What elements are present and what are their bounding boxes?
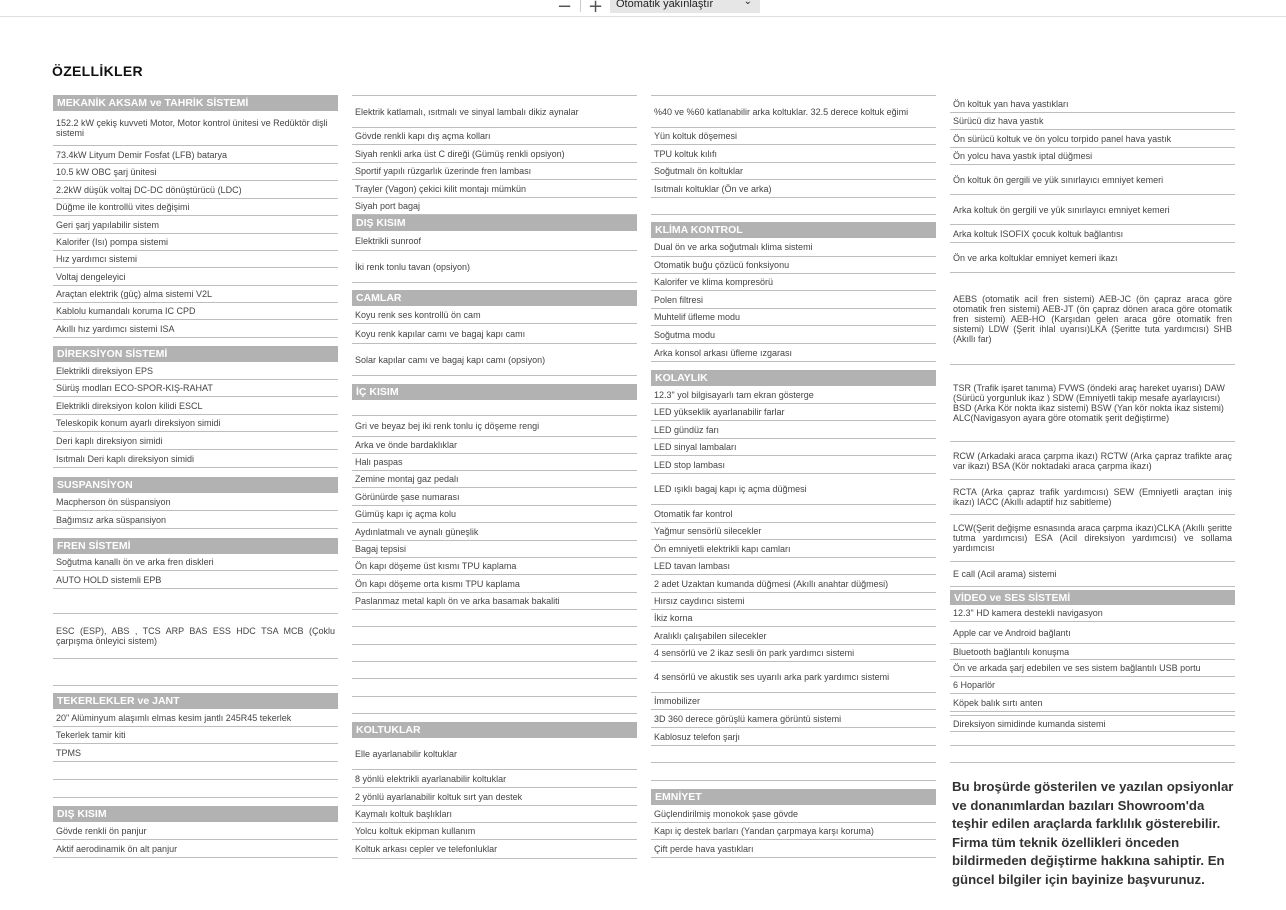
spec-row (53, 744, 338, 762)
spec-text: Geri şarj yapılabilir sistem (56, 219, 160, 230)
spec-row (352, 823, 637, 840)
spec-row (651, 610, 936, 627)
spec-text: RCTA (Arka çapraz trafik yardımcısı) SEW (Emniyetli araçtan iniş ikazı) IACC (Akıllı adaptif hız sabitleme) (953, 487, 1232, 507)
section-header (352, 215, 637, 231)
spec-row (53, 727, 338, 744)
spec-row (651, 505, 936, 523)
spec-row (651, 645, 936, 662)
spec-row (53, 493, 338, 511)
spec-text: 152.2 kW çekiş kuvveti Motor, Motor kontrol ünitesi ve Redüktör dişli sistemi (56, 118, 328, 138)
spec-text: LED gündüz farı (654, 424, 720, 435)
zoom-select-value: Otomatik yakınlaştır (616, 0, 714, 10)
spec-row (651, 238, 936, 257)
spec-text: Ön ve arka koltuklar emniyet kemeri ikazı (953, 252, 1118, 263)
spec-row (950, 694, 1235, 712)
spec-text: Hız yardımcı sistemi (56, 254, 138, 264)
spec-text: Siyah port bagaj (355, 201, 421, 211)
spec-text: Gümüş kapı iç açma kolu (355, 509, 457, 519)
spec-text: Otomatik far kontrol (654, 508, 733, 519)
spec-text: LED yükseklik ayarlanabilir farlar (654, 407, 785, 417)
spec-text: TPU koltuk kılıfı (654, 148, 718, 159)
section-header (53, 346, 338, 362)
spec-row (352, 344, 637, 376)
spec-text: Aydınlatmalı ve aynalı güneşlik (355, 526, 479, 537)
spec-row (651, 728, 936, 746)
spec-text: Kaymalı koltuk başlıkları (355, 809, 453, 819)
section-header (53, 477, 338, 493)
section-title: FREN SİSTEMİ (57, 540, 131, 552)
spec-row (53, 286, 338, 303)
spec-text: 73.4kW Lityum Demir Fosfat (LFB) batarya (56, 149, 228, 160)
spec-text: LCW(Şerit değişme esnasında araca çarpma ikazı)CLKA (Akıllı şeritte tutma yardımcısı) ESA (Acil direksiyon yardımcısı) ve sollama yardımcısı (953, 523, 1232, 553)
spec-row (53, 397, 338, 415)
spec-row (53, 111, 338, 146)
section-header (352, 290, 637, 306)
spec-row (950, 660, 1235, 677)
section-header (53, 693, 338, 709)
spec-row (651, 474, 936, 505)
spec-row (53, 303, 338, 320)
spec-row (651, 257, 936, 274)
spec-text: Sportif yapılı rüzgarlık üzerinde fren lambası (355, 166, 532, 176)
spec-row (352, 128, 637, 145)
spec-text: LED ışıklı bagaj kapı iç açma düğmesi (654, 484, 807, 494)
spec-text: Koyu renk ses kontrollü ön cam (355, 309, 481, 320)
spec-row (651, 575, 936, 593)
spec-text: Arka koltuk ön gergili ve yük sınırlayıcı emniyet kemeri (953, 204, 1170, 215)
spec-row (950, 605, 1235, 622)
spec-row (950, 480, 1235, 515)
spec-text: Bağımsız arka süspansiyon (56, 514, 167, 525)
spec-text: Aralıklı çalışabilen silecekler (654, 630, 767, 641)
spec-text: Araçtan elektrik (güç) alma sistemi V2L (56, 289, 213, 299)
spec-text: Kalorifer ve klima kompresörü (654, 277, 774, 287)
spec-text: Direksiyon simidinde kumanda sistemi (953, 718, 1106, 729)
spec-row (352, 437, 637, 454)
spec-row (950, 273, 1235, 365)
spec-row (53, 251, 338, 268)
spec-text: Sürüş modları ECO-SPOR-KIŞ-RAHAT (56, 383, 213, 393)
spec-text: Akıllı hız yardımcı sistemi ISA (56, 323, 175, 334)
spec-text: Tekerlek tamir kiti (56, 730, 126, 740)
spec-text: Soğutmalı ön koltuklar (654, 166, 744, 176)
spec-text: Kablosuz telefon şarjı (654, 731, 741, 742)
spec-text: LED stop lambası (654, 459, 726, 470)
spec-row (53, 380, 338, 397)
spec-row (352, 697, 637, 714)
spec-text: Isıtmalı koltuklar (Ön ve arka) (654, 183, 772, 194)
section-title: DIŞ KISIM (57, 808, 107, 820)
spec-row (651, 326, 936, 344)
spec-row (352, 324, 637, 344)
section-title: DİREKSİYON SİSTEMİ (57, 348, 168, 360)
spec-text: Köpek balık sırtı anten (953, 697, 1043, 708)
spec-text: Gri ve beyaz bej iki renk tonlu iç döşeme rengi (355, 421, 540, 431)
spec-text: TPMS (56, 747, 82, 758)
spec-text: Ön koltuk yan hava yastıkları (953, 98, 1069, 109)
spec-row (950, 195, 1235, 225)
spec-row (352, 806, 637, 823)
spec-text: Isıtmalı Deri kaplı direksiyon simidi (56, 453, 195, 464)
spec-text: 3D 360 derece görüşlü kamera görüntü sistemi (654, 713, 842, 724)
spec-row (352, 541, 637, 558)
spec-row (352, 163, 637, 180)
spec-text: RCW (Arkadaki araca çarpma ikazı) RCTW (Arka çapraz trafikte araç var ikazı) BSA (Kör noktadaki araca çarpma ikazı) (953, 450, 1232, 471)
spec-text: Yün koltuk döşemesi (654, 131, 738, 141)
spec-row (950, 442, 1235, 480)
spec-text: 12.3" HD kamera destekli navigasyon (953, 608, 1103, 618)
section-title: TEKERLEKLER ve JANT (57, 695, 180, 707)
spec-row (352, 251, 637, 283)
spec-row (651, 662, 936, 693)
spec-row (651, 710, 936, 728)
spec-row (352, 506, 637, 523)
section-title: MEKANİK AKSAM ve TAHRİK SİSTEMİ (57, 97, 249, 109)
disclaimer-note: Bu broşürde gösterilen ve yazılan opsiyonlar ve donanımlardan bazıları Showroom'da teşhir edilen araçlarda farklılık gösterebilir. Firma tüm teknik özellikleri önceden bildirmeden değiştirme hakkına sahiptir. En güncel bilgiler için bayinize başvurunuz. (952, 779, 1234, 887)
spec-row (950, 113, 1235, 130)
spec-row (950, 716, 1235, 732)
spec-text: Ön yolcu hava yastık iptal düğmesi (953, 151, 1093, 161)
spec-row (651, 693, 936, 710)
spec-row (950, 562, 1235, 587)
section-title: KOLTUKLAR (356, 724, 421, 736)
spec-row (352, 416, 637, 437)
spec-row (352, 679, 637, 697)
spec-row (53, 709, 338, 727)
spec-row (53, 614, 338, 659)
spec-row (950, 148, 1235, 165)
spec-row (950, 622, 1235, 644)
spec-row (651, 198, 936, 215)
spec-row (53, 659, 338, 686)
zoom-select[interactable] (610, 0, 760, 13)
spec-row (352, 471, 637, 488)
spec-text: Güçlendirilmiş monokok şase gövde (654, 808, 799, 819)
spec-row (352, 593, 637, 610)
spec-text: Siyah renkli arka üst C direği (Gümüş renkli opsiyon) (355, 148, 565, 159)
toolbar-divider (580, 0, 581, 12)
spec-row (651, 128, 936, 145)
spec-text: Dual ön ve arka soğutmalı klima sistemi (654, 242, 813, 252)
spec-row (352, 198, 637, 215)
section-header (651, 222, 936, 238)
section-header (651, 789, 936, 805)
spec-text: 20" Alüminyum alaşımlı elmas kesim jantlı 245R45 tekerlek (56, 712, 292, 723)
spec-text: Trayler (Vagon) çekici kilit montajı mümkün (355, 183, 527, 194)
spec-text: Ön kapı döşeme orta kısmı TPU kaplama (355, 578, 520, 589)
spec-text: Kapı iç destek barları (Yandan çarpmaya karşı koruma) (654, 826, 874, 836)
viewer-toolbar (0, 0, 1286, 17)
spec-text: Gövde renkli kapı dış açma kolları (355, 131, 491, 141)
spec-text: 12.3" yol bilgisayarlı tam ekran gösterge (654, 389, 814, 400)
spec-row (651, 88, 936, 96)
section-header (53, 538, 338, 554)
section-title: KLİMA KONTROL (655, 224, 743, 236)
section-title: KOLAYLIK (655, 372, 708, 384)
spec-text: Hırsız caydırıcı sistemi (654, 596, 745, 606)
spec-row (651, 746, 936, 763)
spec-text: Arka konsol arkası üfleme ızgarası (654, 347, 793, 358)
spec-text: AUTO HOLD sistemli EPB (56, 574, 162, 585)
spec-row (651, 180, 936, 198)
section-title: SUSPANSİYON (57, 479, 133, 491)
spec-text: Elektrikli sunroof (355, 235, 422, 246)
spec-text: Voltaj dengeleyici (56, 271, 126, 282)
spec-row (651, 421, 936, 439)
spec-text: 4 sensörlü ve akustik ses uyarılı arka park yardımcı sistemi (654, 672, 890, 682)
spec-row (950, 746, 1235, 763)
spec-row (352, 645, 637, 662)
spec-text: 2 adet Uzaktan kumanda düğmesi (Akıllı anahtar düğmesi) (654, 578, 889, 589)
spec-text: 4 sensörlü ve 2 ikaz sesli ön park yardımcı sistemi (654, 648, 855, 658)
spec-text: Halı paspas (355, 457, 403, 467)
spec-text: AEBS (otomatik acil fren sistemi) AEB-JC (ön çapraz araca göre otomatik fren sistemi) AEB-JT (ön çapraz dönen araca göre otomatik fren sistemi) AEB-HO (Karşıdan gelen araca göre otomatik fren sistemi) LDW (Şerit ihlal uyarısı)LKA (Şeritte tuta yardımcısı) SHB (Akıllı far) (953, 293, 1232, 344)
spec-row (53, 362, 338, 380)
spec-row (950, 644, 1235, 660)
spec-row (352, 231, 637, 251)
spec-row (950, 225, 1235, 243)
spec-text: İkiz korna (654, 613, 693, 623)
spec-text: Deri kaplı direksiyon simidi (56, 435, 163, 446)
spec-text: Otomatik buğu çözücü fonksiyonu (654, 260, 790, 270)
spec-row (950, 243, 1235, 273)
spec-row (651, 823, 936, 840)
spec-row (53, 450, 338, 468)
spec-row (651, 523, 936, 540)
spec-row (651, 627, 936, 645)
spec-text: Gövde renkli ön panjur (56, 825, 147, 836)
section-header (53, 806, 338, 822)
spec-row (651, 558, 936, 575)
spec-row (352, 575, 637, 593)
spec-text: LED sinyal lambaları (654, 442, 737, 452)
spec-text: Bagaj tepsisi (355, 544, 407, 554)
spec-text: Bluetooth bağlantılı konuşma (953, 646, 1070, 657)
spec-text: Soğutma modu (654, 329, 716, 340)
spec-text: Elektrik katlamalı, ısıtmalı ve sinyal lambalı dikiz aynalar (355, 106, 579, 117)
spec-text: Arka koltuk ISOFIX çocuk koltuk bağlantısı (953, 228, 1124, 239)
spec-text: 2.2kW düşük voltaj DC-DC dönüştürücü (LDC) (56, 184, 242, 195)
spec-text: Macpherson ön süspansiyon (56, 496, 171, 507)
section-title: DIŞ KISIM (356, 217, 406, 229)
spec-row (950, 732, 1235, 746)
spec-text: Ön ve arkada şarj edebilen ve ses sistem bağlantılı USB portu (953, 663, 1201, 673)
spec-row (53, 320, 338, 338)
spec-row (53, 762, 338, 780)
spec-text: Ön emniyetli elektrikli kapı camları (654, 543, 791, 554)
spec-text: Ön koltuk ön gergili ve yük sınırlayıcı emniyet kemeri (953, 174, 1164, 185)
spec-row (950, 95, 1235, 113)
section-title: VİDEO ve SES SİSTEMİ (954, 591, 1071, 604)
spec-text: Aktif aerodinamik ön alt panjur (56, 843, 178, 854)
spec-row (53, 589, 338, 614)
spec-text: 6 Hoparlör (953, 680, 996, 690)
spec-row (53, 164, 338, 181)
spec-row (352, 738, 637, 770)
spec-row (352, 840, 637, 859)
spec-row (352, 400, 637, 416)
spec-row (53, 780, 338, 798)
section-header (651, 370, 936, 386)
spec-text: Solar kapılar camı ve bagaj kapı camı (opsiyon) (355, 354, 546, 365)
spec-row (53, 822, 338, 840)
spec-row (53, 268, 338, 286)
spec-text: E call (Acil arama) sistemi (953, 569, 1057, 579)
spec-text: 10.5 kW OBC şarj ünitesi (56, 167, 157, 177)
spec-row (53, 511, 338, 529)
spec-text: Yolcu koltuk ekipman kullanım (355, 826, 476, 836)
spec-row (352, 454, 637, 471)
spec-text: Arka ve önde bardaklıklar (355, 440, 458, 450)
spec-row (950, 515, 1235, 562)
spec-row (651, 593, 936, 610)
spec-row (651, 386, 936, 404)
spec-row (352, 145, 637, 163)
spec-text: Paslanmaz metal kaplı ön ve arka basamak bakaliti (355, 596, 560, 606)
spec-row (651, 309, 936, 326)
spec-row (651, 145, 936, 163)
spec-text: Muhtelif üfleme modu (654, 312, 741, 322)
spec-row (53, 181, 338, 199)
spec-text: Ön kapı döşeme üst kısmı TPU kaplama (355, 561, 517, 571)
spec-text: 2 yönlü ayarlanabilir koltuk sırt yan destek (355, 791, 523, 802)
spec-text: Çift perde hava yastıkları (654, 843, 754, 854)
spec-row (352, 610, 637, 627)
spec-row (950, 365, 1235, 442)
spec-row (53, 571, 338, 589)
spec-row (950, 130, 1235, 148)
spec-row (651, 540, 936, 558)
section-header (352, 722, 637, 738)
section-title: İÇ KISIM (356, 386, 399, 398)
chevron-down-icon: ⌄ (743, 0, 752, 7)
spec-row (352, 770, 637, 788)
spec-text: Kalorifer (Isı) pompa sistemi (56, 237, 169, 247)
spec-text: Görünürde şase numarası (355, 491, 460, 502)
spec-text: 8 yönlü elektrikli ayarlanabilir koltuklar (355, 773, 507, 784)
spec-row (352, 488, 637, 506)
spec-text: Soğutma kanallı ön ve arka fren diskleri (56, 557, 214, 567)
spec-row (352, 662, 637, 679)
spec-row (352, 306, 637, 324)
spec-row (53, 199, 338, 216)
spec-row (651, 763, 936, 781)
spec-text: Koyu renk kapılar camı ve bagaj kapı camı (355, 328, 526, 339)
zoom-out-button[interactable]: − (557, 0, 573, 17)
spec-text: Elle ayarlanabilir koltuklar (355, 748, 458, 759)
spec-text: Zemine montaj gaz pedalı (355, 474, 459, 484)
spec-row (53, 840, 338, 858)
spec-text: Kablolu kumandalı koruma IC CPD (56, 306, 196, 316)
spec-row (651, 163, 936, 180)
section-header (53, 95, 338, 111)
spec-row (651, 456, 936, 474)
spec-row (651, 404, 936, 421)
spec-row (352, 523, 637, 541)
spec-text: LED tavan lambası (654, 561, 731, 571)
spec-row (950, 165, 1235, 195)
section-title: CAMLAR (356, 292, 402, 304)
spec-row (651, 344, 936, 362)
spec-row (53, 554, 338, 571)
spec-row (950, 677, 1235, 694)
spec-text: İki renk tonlu tavan (opsiyon) (355, 261, 471, 272)
spec-row (53, 432, 338, 450)
spec-text: TSR (Trafik işaret tanıma) FVWS (öndeki araç hareket uyarısı) DAW (Sürücü yorgunluk ikaz ) SDW (Emniyetli takip mesafe ayarlayıcısı) BSD (Arka Kör nokta ikaz sistemi) BSW (Yan kör nokta ikaz sistemi) ALC(Navigasyon ayara göre otomatik şerit değiştirme) (953, 383, 1225, 423)
section-header (352, 384, 637, 400)
section-header (950, 590, 1235, 605)
spec-text: Elektrikli direksiyon EPS (56, 365, 154, 376)
zoom-in-button[interactable]: + (588, 0, 604, 17)
spec-text: %40 ve %60 katlanabilir arka koltuklar. 32.5 derece koltuk eğimi (654, 106, 909, 117)
spec-text: İmmobilizer (654, 696, 701, 706)
spec-row (651, 274, 936, 291)
spec-text: ESC (ESP), ABS , TCS ARP BAS ESS HDC TSA MCB (Çoklu çarpışma önleyici sistem) (56, 626, 335, 646)
spec-text: Düğme ile kontrollü vites değişimi (56, 202, 190, 212)
section-title: EMNİYET (655, 791, 702, 803)
spec-row (651, 439, 936, 456)
spec-row (651, 805, 936, 823)
page-title: ÖZELLİKLER (52, 63, 143, 79)
spec-row (352, 788, 637, 806)
spec-text: Ön sürücü koltuk ve ön yolcu torpido panel hava yastık (953, 133, 1172, 144)
spec-row (352, 180, 637, 198)
spec-row (352, 88, 637, 96)
spec-row (53, 234, 338, 251)
spec-row (352, 558, 637, 575)
spec-row (53, 216, 338, 234)
spec-row (651, 291, 936, 309)
spec-text: Polen filtresi (654, 294, 704, 305)
spec-text: Sürücü diz hava yastık (953, 116, 1044, 126)
spec-text: Apple car ve Android bağlantı (953, 627, 1071, 638)
spec-row (53, 415, 338, 432)
spec-row (53, 146, 338, 164)
spec-text: Teleskopik konum ayarlı direksiyon simidi (56, 418, 221, 428)
spec-row (352, 627, 637, 645)
spec-text: Yağmur sensörlü silecekler (654, 526, 762, 536)
spec-row (651, 96, 936, 128)
spec-row (352, 96, 637, 128)
spec-text: Elektrikli direksiyon kolon kilidi ESCL (56, 400, 203, 411)
spec-text: Koltuk arkası cepler ve telefonluklar (355, 844, 498, 854)
spec-row (651, 840, 936, 858)
